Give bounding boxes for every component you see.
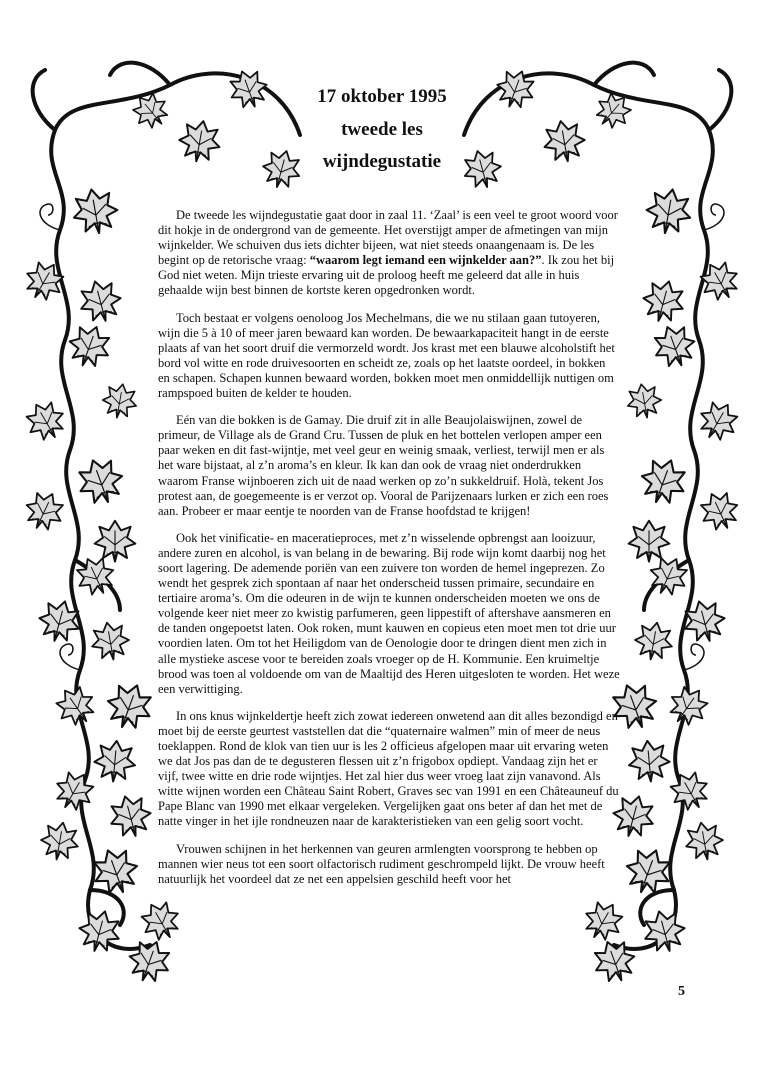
paragraph-2-text: Toch bestaat er volgens oenoloog Jos Mechelmans, die we nu stilaan gaan tutoyeren, wijn die 5 à 10 of meer jaren bewaard kan worden. De bewaarkapaciteit hangt in de eerste plaats af van het soort druif die vermorzeld wordt. Jos krast met een blauwe alcoholstift het bord vol witte en rode druivesoorten en scheidt ze, zoals op het laatste oordeel, in bokken en schapen. Schapen kunnen bewaard worden, bokken moet men onmiddellijk nuttigen om rampspoed buiten de kelder te houden. bbox=[158, 310, 615, 401]
paragraph-3-text: Eén van die bokken is de Gamay. Die druif zit in alle Beaujolaiswijnen, zowel de primeur, de Village als de Grand Cru. Tussen de pluk en het bottelen verlopen amper een paar weken en dit fast-wijntje, met veel geur en weinig smaak, verliest, terwijl men er als het ware bijstaat, al z’n aroma’s en kleur. Ik kan dan ook de vraag niet onderdrukken waarom Franse wijnboeren zich uit de naad werken op zo’n sukkeldruif. Holà, tekent Jos protest aan, de goegemeente is er verzot op. Vooral de Parijzenaars lurken er zich een roes aan. Probeer er maar eentje te noorden van de Franse hoofdstad te krijgen! bbox=[158, 413, 609, 518]
paragraph-3 bbox=[158, 413, 620, 519]
rhetorical-question: “waarom legt iemand een wijnkelder aan?” bbox=[309, 253, 542, 268]
article-subtitle-line-1: tweede les bbox=[341, 119, 423, 140]
page-number: 5 bbox=[678, 984, 685, 999]
paragraph-6 bbox=[158, 842, 620, 887]
paragraph-1-text-a: De tweede les wijndegustatie gaat door in zaal 11. ‘Zaal’ is een veel te groot woord voor dit hokje in de ondergrond van de gemeente. Het overstijgt amper de afmetingen van mijn wijnkelder. We schuiven dus iets dichter bijeen, wat niet steeds onaangenaam is. De les begint op de retorische vraag: bbox=[158, 208, 618, 268]
paragraph-5-text: In ons knus wijnkeldertje heeft zich zowat iedereen onwetend aan dit alles bezondigd en moet bij de eerste geurtest vaststellen dat die “quaternaire walmen” min of meer de neus toeklappen. Rond de klok van tien uur is les 2 officieus afgelopen maar uit ervaring weten we dat Jos pas dan de te degusteren flessen uit z’n frigobox opdiept. Vandaag zijn het er vijf, twee witte en drie rode wijntjes. Het zal hier dus weer vroeg laat zijn vanavond. Als witte wijnen worden een Château Saint Robert, Graves sec van 1991 en een Châteauneuf du Pape Blanc van 1990 met elkaar vergeleken. Vergelijken gaat ons beter af dan het met de natte vinger in het ijle rondneuzen naar de karakteristieken van een gelig soort vocht. bbox=[158, 708, 619, 829]
paragraph-2 bbox=[158, 311, 620, 402]
paragraph-5 bbox=[158, 709, 620, 830]
article-subtitle-line-2: wijndegustatie bbox=[322, 151, 442, 172]
paragraph-4 bbox=[158, 531, 620, 697]
paragraph-1-text-b: . Ik zou het bij God niet weten. Mijn trieste ervaring uit de proloog heeft me geleerd dat alle in huis gehaalde wijn best binnen de kortste keren opgedronken wordt. bbox=[158, 253, 615, 298]
article-date-title: 17 oktober 1995 bbox=[317, 86, 447, 107]
paragraph-4-text: Ook het vinificatie- en maceratieproces, met z’n wisselende opbrengst aan looizuur, andere zuren en alcohol, is van belang in de bewaring. Bij rode wijn komt daarbij nog het soort lagering. De ademende poriën van een zuivere ton worden de hemel ingeprezen. Zo wendt het gesprek zich spontaan af naar het onderscheid tussen primaire, secundaire en tertiaire aroma’s. Om die odeuren in de wijn te kunnen onderscheiden moeten we ons de volgende keer niet meer zo kwistig parfumeren, geen lippestift of aftershave aansmeren en de tanden ongepoetst laten. Ook roken, munt kauwen en copieus eten moet men tot drie uur voordien laten. Om tot het Heiligdom van de Oenologie door te dringen dient men zich in alle mystieke ascese voor te bereiden zoals vroeger op de H. Kommunie. Een kruimeltje brood was toen al voldoende om van de Maaltijd des Heren uitgesloten te worden. Het weze een verwittiging. bbox=[158, 530, 620, 696]
paragraph-1 bbox=[158, 208, 620, 299]
article-body bbox=[158, 208, 620, 899]
paragraph-6-text: Vrouwen schijnen in het herkennen van geuren armlengten voorsprong te hebben op mannen wier neus tot een soort olfactorisch rudiment geschrompeld lijkt. De vrouw heeft natuurlijk het voordeel dat ze net een appelsien geschild heeft voor het bbox=[158, 841, 605, 886]
